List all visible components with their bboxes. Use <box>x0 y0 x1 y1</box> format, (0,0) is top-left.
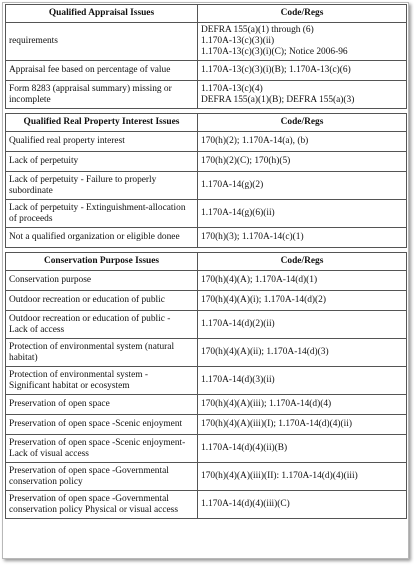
issue-cell <box>6 435 198 463</box>
table-row <box>6 23 407 61</box>
code-text: 170(h)(4)(A)(i); 1.170A-14(d)(2) <box>201 295 326 305</box>
issue-text: Outdoor recreation or education of public <box>9 295 165 305</box>
table-row <box>6 415 407 435</box>
table-row <box>6 291 407 311</box>
issue-text: Form 8283 (appraisal summary) missing or <box>9 83 172 94</box>
issue-cell <box>6 152 198 172</box>
table-row <box>6 61 407 81</box>
code-text: 1.170A-14(d)(3)(ii) <box>201 375 275 385</box>
table-row <box>6 339 407 367</box>
issue-text: Preservation of open space -Scenic enjoyment <box>9 419 183 429</box>
issue-text: Lack of perpetuity <box>9 156 79 166</box>
code-text: 170(h)(4)(A)(iii)(II): 1.170A-14(d)(4)(iii) <box>201 471 358 481</box>
issue-cell <box>6 491 198 519</box>
code-text: 170(h)(3); 1.170A-14(c)(1) <box>201 232 304 242</box>
table-row <box>6 172 407 200</box>
issue-text: Preservation of open space <box>9 399 110 409</box>
issue-text: Preservation of open space -Governmental <box>9 493 169 504</box>
issue-text: conservation policy Physical or visual access <box>9 504 178 515</box>
code-cell <box>198 23 407 61</box>
code-cell <box>198 132 407 152</box>
table-row <box>6 81 407 109</box>
table-row <box>6 491 407 519</box>
issue-text: Lack of perpetuity - Extinguishment-allocation <box>9 202 186 213</box>
code-text: 170(h)(4)(A)(ii); 1.170A-14(d)(3) <box>201 347 329 357</box>
table-row <box>6 367 407 395</box>
issue-text: Significant habitat or ecosystem <box>9 380 130 391</box>
code-text: 1.170A-13(c)(3)(ii) <box>201 36 275 46</box>
code-text: 170(h)(2)(C); 170(h)(5) <box>201 156 291 166</box>
code-text: 170(h)(4)(A); 1.170A-14(d)(1) <box>201 275 318 285</box>
code-text: DEFRA 155(a)(1) through (6) <box>201 25 314 35</box>
table-row <box>6 200 407 228</box>
issue-text: Lack of perpetuity - Failure to properly <box>9 174 157 185</box>
table-row <box>6 132 407 152</box>
issue-text: requirements <box>9 36 58 46</box>
issue-cell <box>6 132 198 152</box>
code-cell <box>198 81 407 109</box>
code-cell <box>198 415 407 435</box>
issue-cell <box>6 81 198 109</box>
section-code-header: Code/Regs <box>198 114 407 132</box>
code-cell <box>198 339 407 367</box>
issues-table-body <box>6 5 407 519</box>
issue-text: Appraisal fee based on percentage of value <box>9 65 171 75</box>
section-header-row <box>6 114 407 132</box>
code-text: 1.170A-14(d)(4)(iii)(C) <box>201 499 290 509</box>
issue-text: habitat) <box>9 352 38 363</box>
table-row <box>6 435 407 463</box>
issue-cell <box>6 61 198 81</box>
issue-text: Protection of environmental system (natural <box>9 341 175 352</box>
issue-cell <box>6 271 198 291</box>
issue-cell <box>6 463 198 491</box>
section-issue-header: Qualified Real Property Interest Issues <box>6 114 198 132</box>
code-cell <box>198 271 407 291</box>
section-code-header: Code/Regs <box>198 253 407 271</box>
table-row <box>6 395 407 415</box>
issue-text: subordinate <box>9 185 53 196</box>
code-text: 1.170A-13(c)(3)(i)(B); 1.170A-13(c)(6) <box>201 65 351 75</box>
issue-cell <box>6 172 198 200</box>
issue-text: Qualified real property interest <box>9 136 125 146</box>
section-code-header: Code/Regs <box>198 5 407 23</box>
section-issue-header: Conservation Purpose Issues <box>6 253 198 271</box>
issue-cell <box>6 367 198 395</box>
code-cell <box>198 367 407 395</box>
document-frame <box>2 2 409 559</box>
issue-text: incomplete <box>9 94 51 105</box>
issue-text: Not a qualified organization or eligible donee <box>9 232 180 242</box>
issue-text: Conservation purpose <box>9 275 92 285</box>
code-text: 170(h)(4)(A)(iii); 1.170A-14(d)(4) <box>201 399 332 409</box>
issue-text: Preservation of open space -Governmental <box>9 465 169 476</box>
issue-text: conservation policy <box>9 476 83 487</box>
section-issue-header: Qualified Appraisal Issues <box>6 5 198 23</box>
issues-table <box>5 4 407 519</box>
table-row <box>6 152 407 172</box>
issue-cell <box>6 415 198 435</box>
table-row <box>6 228 407 248</box>
table-row <box>6 271 407 291</box>
issue-cell <box>6 395 198 415</box>
issue-cell <box>6 200 198 228</box>
code-cell <box>198 435 407 463</box>
issue-text: Lack of visual access <box>9 448 89 459</box>
issue-text: Lack of access <box>9 324 65 335</box>
issue-text: Protection of environmental system - <box>9 369 149 380</box>
issue-text: Preservation of open space -Scenic enjoyment- <box>9 437 186 448</box>
issue-cell <box>6 311 198 339</box>
code-text: 170(h)(2); 1.170A-14(a), (b) <box>201 136 309 146</box>
code-cell <box>198 172 407 200</box>
code-cell <box>198 395 407 415</box>
section-header-row <box>6 253 407 271</box>
issue-text: Outdoor recreation or education of public - <box>9 313 171 324</box>
section-header-row <box>6 5 407 23</box>
code-text: 1.170A-14(g)(6)(ii) <box>201 208 275 218</box>
code-text: 170(h)(4)(A)(iii)(I); 1.170A-14(d)(4)(ii) <box>201 419 352 429</box>
code-text: 1.170A-14(g)(2) <box>201 180 264 190</box>
code-text: DEFRA 155(a)(1)(B); DEFRA 155(a)(3) <box>201 94 355 105</box>
code-cell <box>198 311 407 339</box>
issue-text: of proceeds <box>9 213 53 224</box>
table-row <box>6 463 407 491</box>
code-text: 1.170A-14(d)(2)(ii) <box>201 319 275 329</box>
code-cell <box>198 463 407 491</box>
code-cell <box>198 200 407 228</box>
issue-cell <box>6 339 198 367</box>
code-text: 1.170A-13(c)(4) <box>201 83 263 94</box>
code-cell <box>198 152 407 172</box>
code-cell <box>198 228 407 248</box>
code-cell <box>198 61 407 81</box>
issue-cell <box>6 23 198 61</box>
table-row <box>6 311 407 339</box>
code-cell <box>198 491 407 519</box>
issue-cell <box>6 228 198 248</box>
issue-cell <box>6 291 198 311</box>
code-text: 1.170A-13(c)(3)(i)(C); Notice 2006-96 <box>201 47 348 57</box>
code-cell <box>198 291 407 311</box>
code-text: 1.170A-14(d)(4)(ii)(B) <box>201 443 288 453</box>
